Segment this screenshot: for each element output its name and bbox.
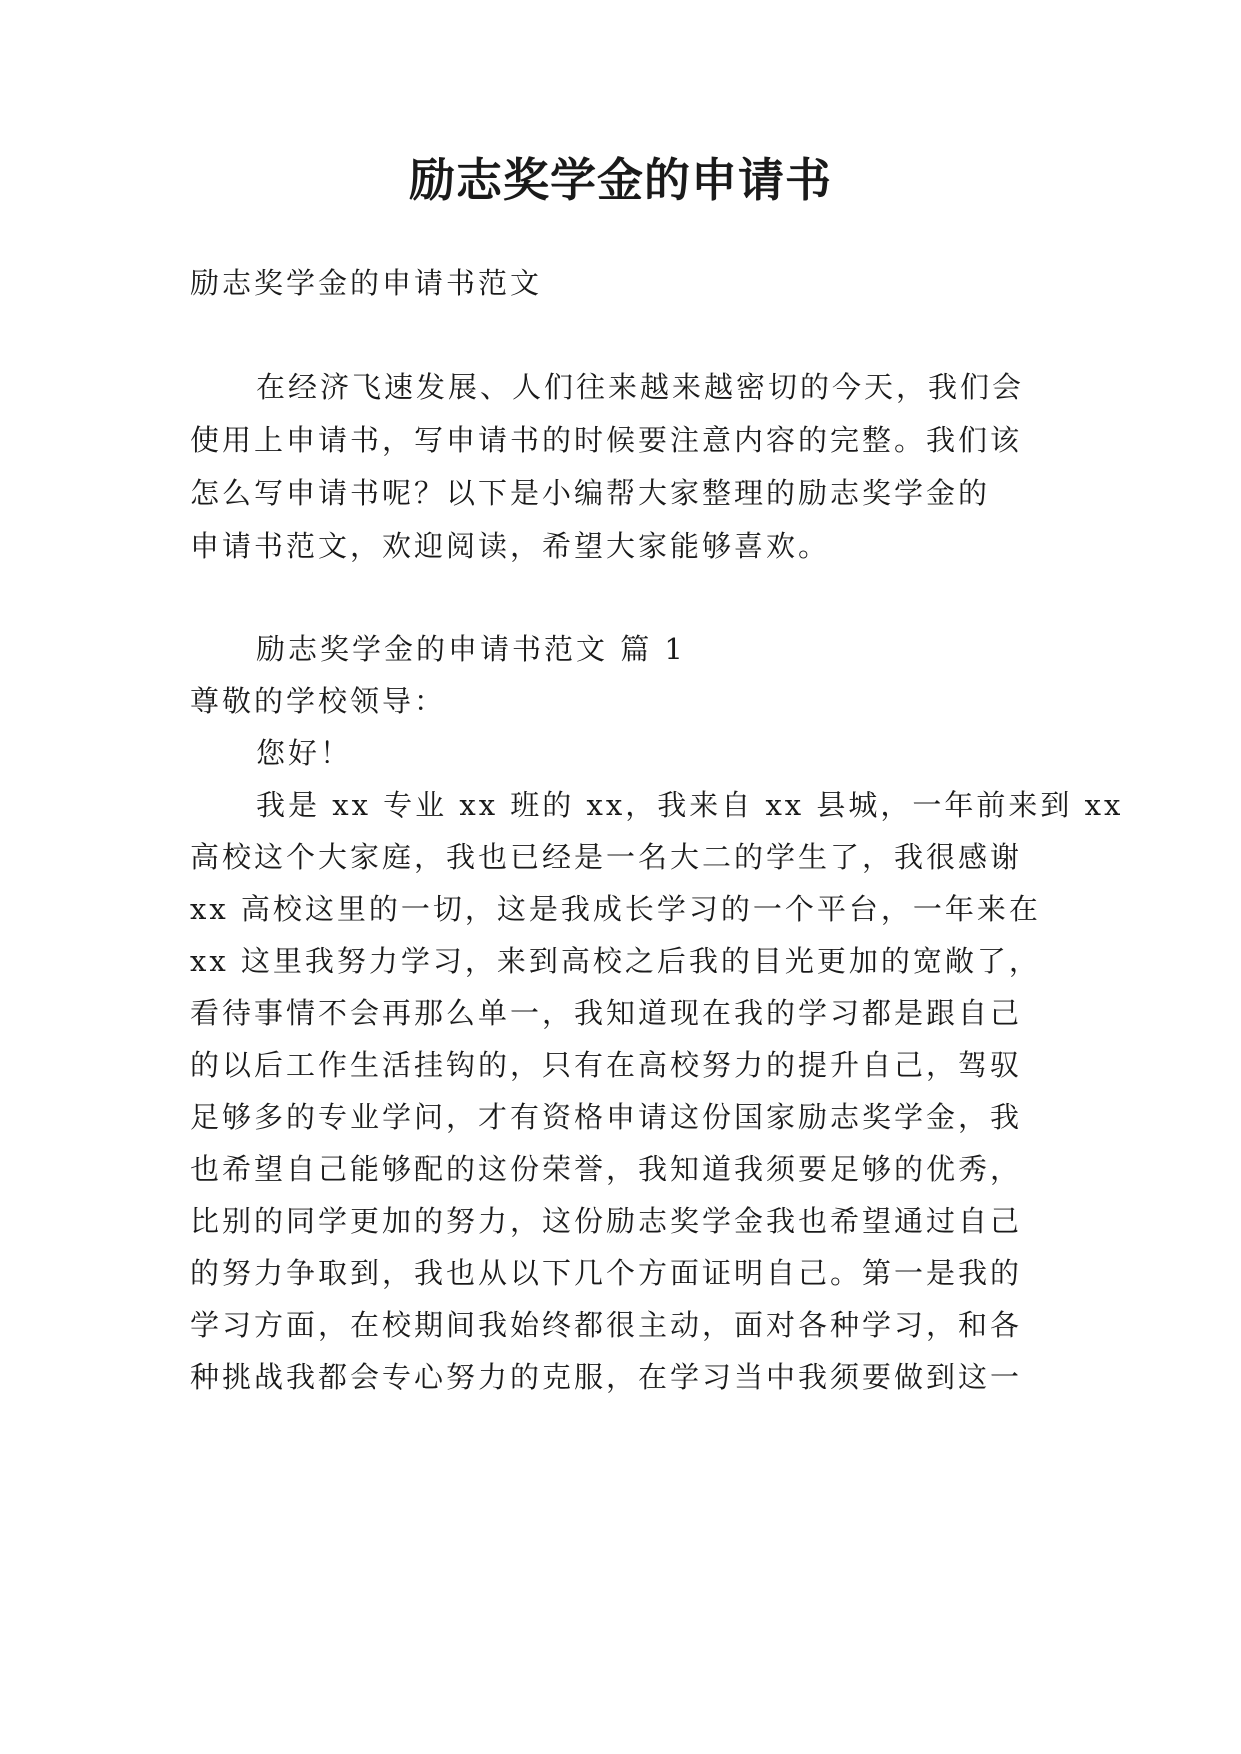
body-line: xx 这里我努力学习，来到高校之后我的目光更加的宽敞了， <box>190 944 1041 978</box>
document-title: 励志奖学金的申请书 <box>409 153 832 207</box>
intro-line: 申请书范文，欢迎阅读，希望大家能够喜欢。 <box>190 529 831 563</box>
greeting: 您好！ <box>256 736 353 770</box>
section-heading: 励志奖学金的申请书范文 篇 1 <box>256 632 686 666</box>
body-line: 学习方面，在校期间我始终都很主动，面对各种学习，和各 <box>190 1308 1023 1342</box>
body-line: 比别的同学更加的努力，这份励志奖学金我也希望通过自己 <box>190 1204 1023 1238</box>
body-line: 的以后工作生活挂钩的，只有在高校努力的提升自己，驾驭 <box>190 1048 1023 1082</box>
body-line: 种挑战我都会专心努力的克服，在学习当中我须要做到这一 <box>190 1360 1023 1394</box>
body-line: 高校这个大家庭，我也已经是一名大二的学生了，我很感谢 <box>190 840 1023 874</box>
body-line: 的努力争取到，我也从以下几个方面证明自己。第一是我的 <box>190 1256 1023 1290</box>
intro-line: 在经济飞速发展、人们往来越来越密切的今天，我们会 <box>256 370 1025 404</box>
body-line: 我是 xx 专业 xx 班的 xx，我来自 xx 县城，一年前来到 xx <box>256 788 1124 822</box>
intro-line: 使用上申请书，写申请书的时候要注意内容的完整。我们该 <box>190 423 1023 457</box>
document-subtitle: 励志奖学金的申请书范文 <box>190 266 543 300</box>
intro-line: 怎么写申请书呢？以下是小编帮大家整理的励志奖学金的 <box>190 476 991 510</box>
body-line: xx 高校这里的一切，这是我成长学习的一个平台，一年来在 <box>190 892 1041 926</box>
body-line: 看待事情不会再那么单一，我知道现在我的学习都是跟自己 <box>190 996 1023 1030</box>
body-line: 足够多的专业学问，才有资格申请这份国家励志奖学金，我 <box>190 1100 1023 1134</box>
salutation: 尊敬的学校领导： <box>190 684 447 718</box>
body-line: 也希望自己能够配的这份荣誉，我知道我须要足够的优秀， <box>190 1152 1023 1186</box>
